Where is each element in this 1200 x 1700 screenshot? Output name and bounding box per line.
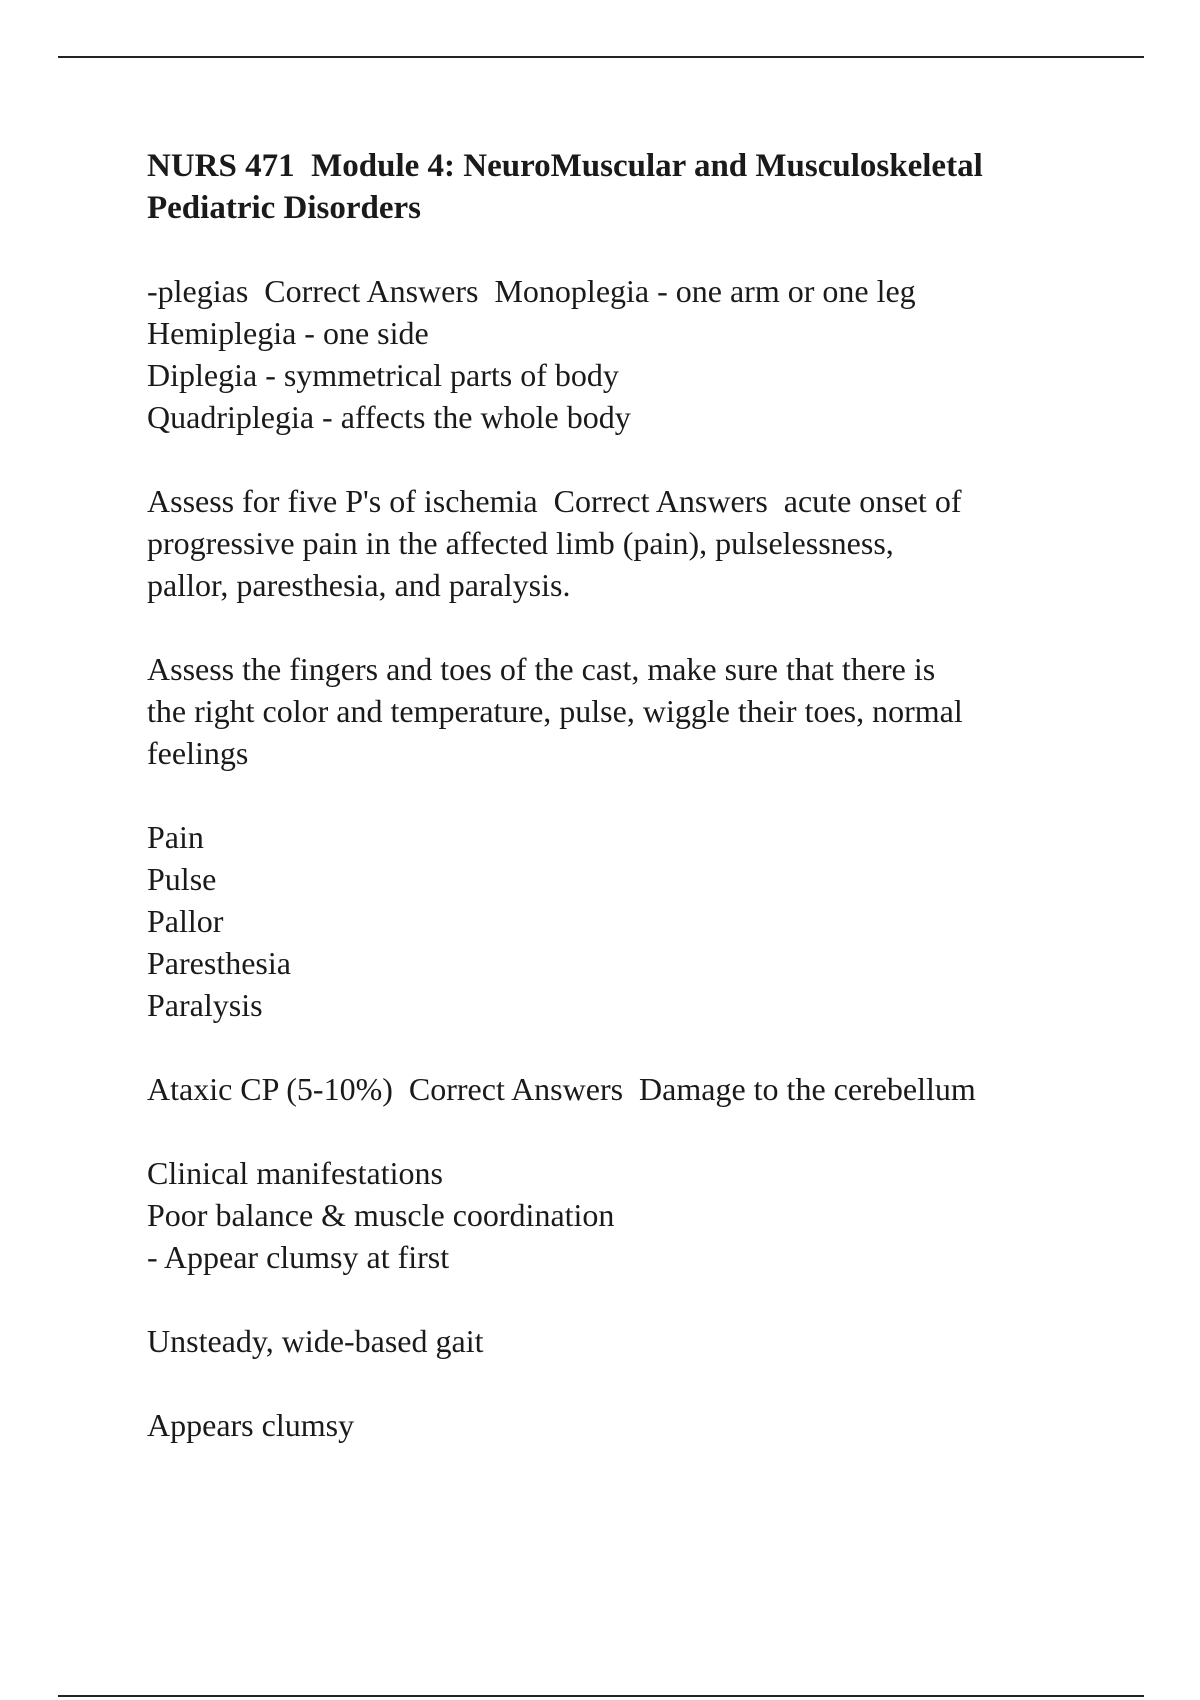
ischemia-entry bbox=[147, 480, 1107, 606]
five-ps-item: Pain bbox=[147, 819, 204, 855]
ischemia-line-2: progressive pain in the affected limb (pain), pulselessness, bbox=[147, 525, 894, 561]
five-ps-item: Pulse bbox=[147, 861, 217, 897]
plegias-line-3: Diplegia - symmetrical parts of body bbox=[147, 357, 619, 393]
plegias-line-4: Quadriplegia - affects the whole body bbox=[147, 399, 631, 435]
document-body bbox=[147, 145, 1107, 1488]
cast-line-1: Assess the fingers and toes of the cast, make sure that there is bbox=[147, 651, 936, 687]
clinical-line-1: Clinical manifestations bbox=[147, 1155, 443, 1191]
top-divider bbox=[58, 56, 1144, 58]
ischemia-line-1: Assess for five P's of ischemia Correct Answers acute onset of bbox=[147, 483, 962, 519]
five-ps-list bbox=[147, 816, 1107, 1026]
ischemia-line-3: pallor, paresthesia, and paralysis. bbox=[147, 567, 571, 603]
title-line-2: Pediatric Disorders bbox=[147, 190, 422, 226]
document-title bbox=[147, 145, 1107, 229]
plegias-line-2: Hemiplegia - one side bbox=[147, 315, 429, 351]
bottom-divider bbox=[58, 1695, 1144, 1697]
ataxic-entry bbox=[147, 1068, 1107, 1110]
clinical-line-3: - Appear clumsy at first bbox=[147, 1239, 450, 1275]
ataxic-line: Ataxic CP (5-10%) Correct Answers Damage to the cerebellum bbox=[147, 1071, 976, 1107]
plegias-entry bbox=[147, 270, 1107, 438]
cast-entry bbox=[147, 648, 1107, 774]
clinical-line-2: Poor balance & muscle coordination bbox=[147, 1197, 615, 1233]
clinical-manifestations bbox=[147, 1152, 1107, 1278]
title-line-1: NURS 471 Module 4: NeuroMuscular and Musculoskeletal bbox=[147, 148, 983, 184]
plegias-line-1: -plegias Correct Answers Monoplegia - one arm or one leg bbox=[147, 273, 916, 309]
clumsy-line: Appears clumsy bbox=[147, 1407, 355, 1443]
clumsy-entry bbox=[147, 1404, 1107, 1446]
five-ps-item: Paresthesia bbox=[147, 945, 291, 981]
five-ps-item: Paralysis bbox=[147, 987, 263, 1023]
five-ps-item: Pallor bbox=[147, 903, 224, 939]
gait-line: Unsteady, wide-based gait bbox=[147, 1323, 484, 1359]
cast-line-3: feelings bbox=[147, 735, 249, 771]
cast-line-2: the right color and temperature, pulse, wiggle their toes, normal bbox=[147, 693, 963, 729]
gait-entry bbox=[147, 1320, 1107, 1362]
